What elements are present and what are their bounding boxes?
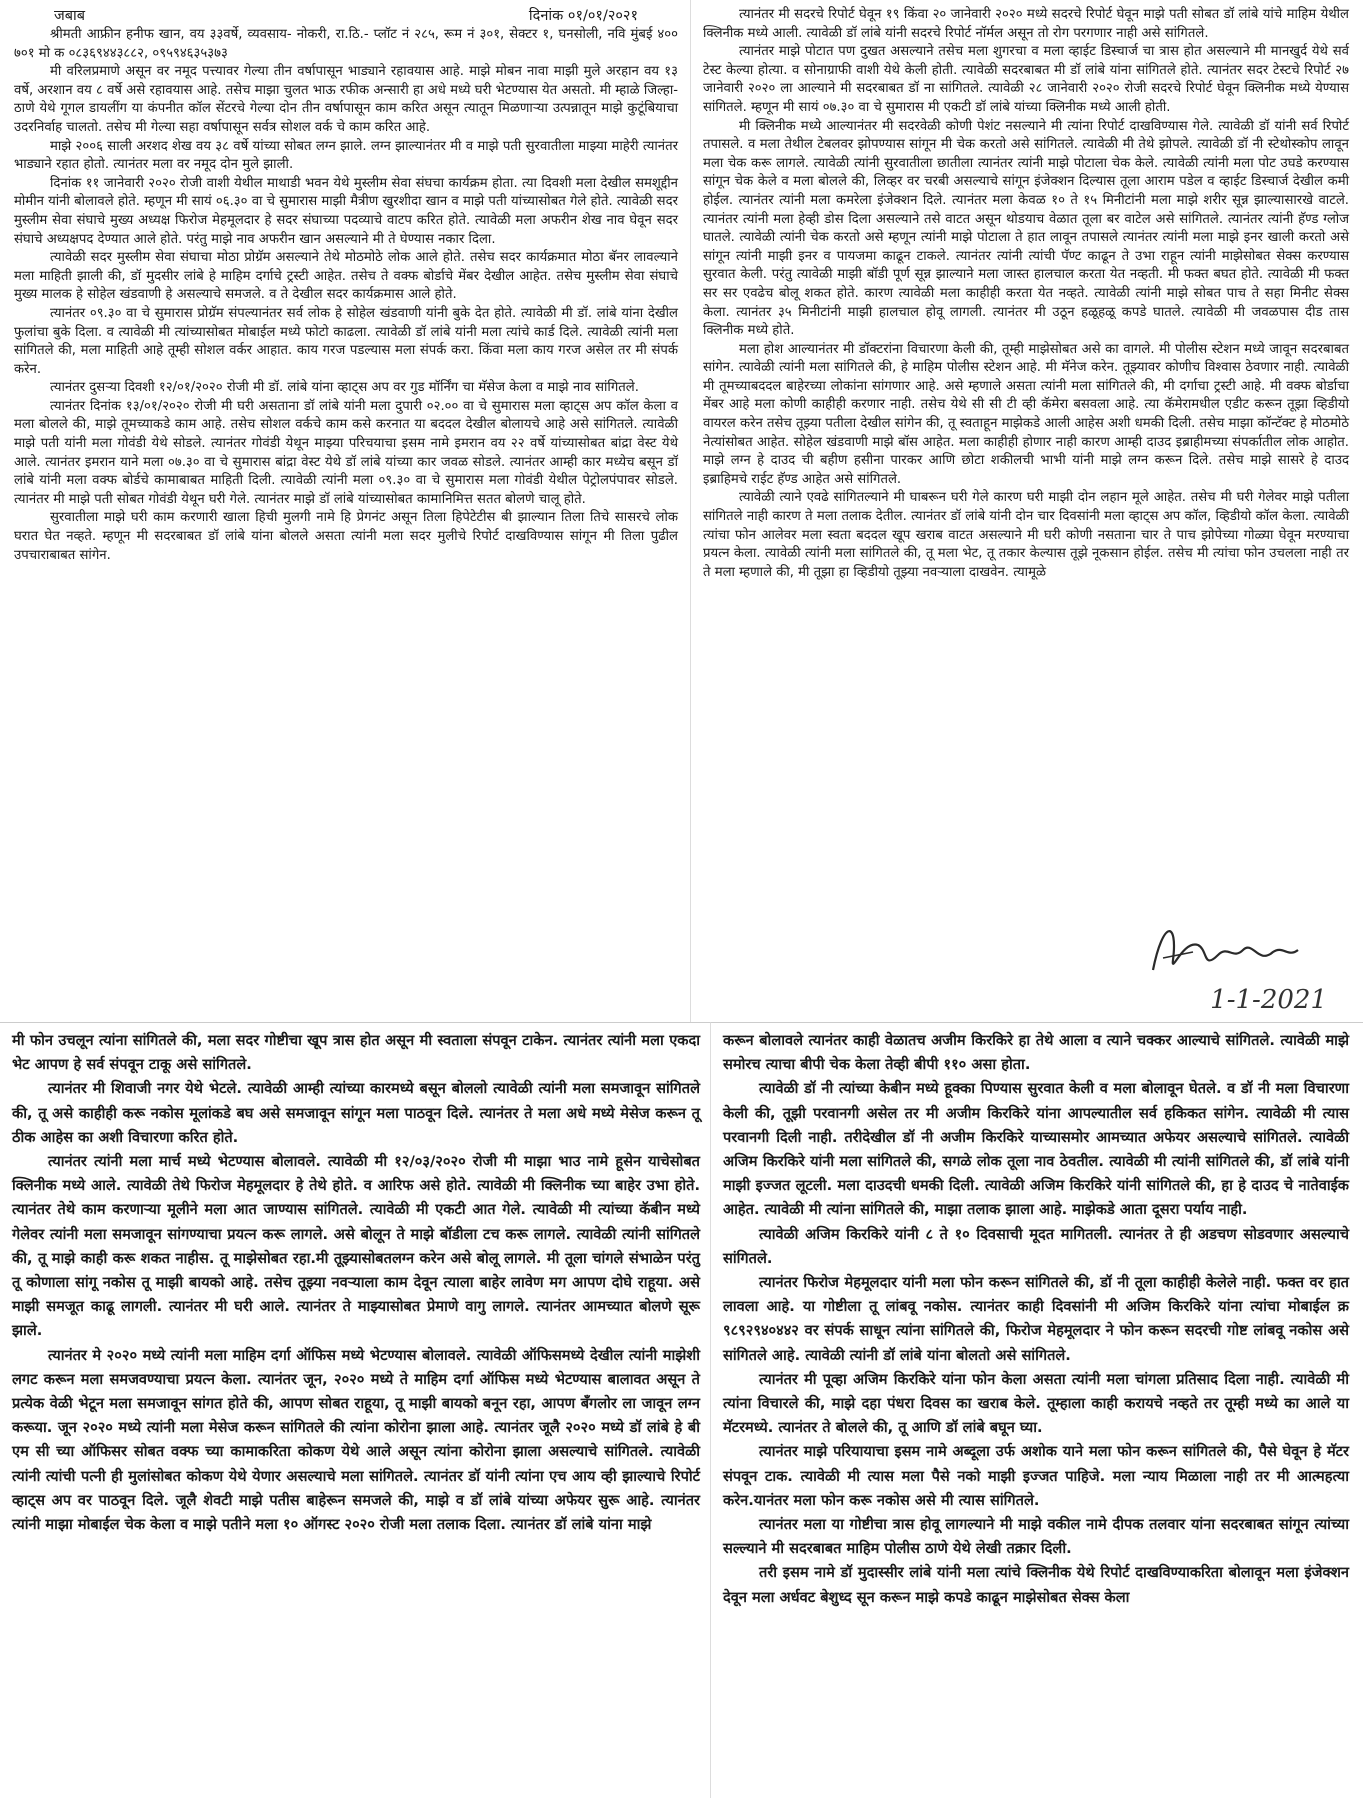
paragraph: श्रीमती आफ्रीन हनीफ खान, वय ३३वर्षे, व्यवसाय- नोकरी, रा.ठि.- प्लॉट नं २८५, रूम नं ३०१, सेक्टर १, घनसोली, नवि मुंबई ४०० ७०१ मो क ०८३६९४४३८८२, ०९५९४६३५३७३ xyxy=(14,27,678,61)
paragraph: त्यानंतर मी पूव्हा अजिम किरकिरे यांना फोन केला असता त्यांनी मला चांगला प्रतिसाद दिला नाही. त्यावेळी मी त्यांना विचारले की, माझे दहा पंधरा दिवस का खराब केले. तूम्हाला काही करायचे नव्हते तर तूम्ही मध्ये का आले या मॅटरमध्ये. त्यानंतर ते बोलले की, तू आणि डॉ लांबे बघून घ्या. xyxy=(723,1370,1349,1437)
statement-label: जबाब xyxy=(54,8,86,24)
paragraph: सुरवातीला माझे घरी काम करणारी खाला हिची मुलगी नामे हि प्रेगनंट असून तिला हिपेटेटीस बी झाल्यान तिला तिचे सासरचे लोक घरात घेत नव्हते. म्हणून मी सदरबाबत डॉ लांबे यांना बोलले असता त्यांनी मला सदर मुलीचे रिपोर्ट दाखविण्यास सांगून मी तिला पुढील उपचाराबाबत सांगेन. xyxy=(14,510,678,563)
paragraph: त्यावेळी डॉ नी त्यांच्या केबीन मध्ये हूक्का पिण्यास सुरवात केली व मला बोलावून घेतले. व डॉ नी मला विचारणा केली की, तूझी परवानगी असेल तर मी अजीम किरकिरे यांना आपल्यातील सर्व हकिकत सांगेन. त्यावेळी मी त्यास परवानगी दिली नाही. तरीदेखील डॉ नी अजीम किरकिरे याच्यासमोर आमच्यात अफेयर असल्याचे सांगितले. त्यावेळी अजिम किरकिरे यांनी मला सांगितले की, सगळे लोक तूला नाव ठेवतील. त्यावेळी मी त्यांनी सांगितले की, डॉ लांबे यांनी माझी इज्जत लूटली. मला दाउदची धमकी दिली. त्यावेळी अजिम किरकिरे यांनी सांगितले की, हा हे दाउद चे नातेवाईक आहेत. त्यावेळी मी त्यांना सांगितले की, माझा तलाक झाला आहे. माझेकडे आता दूसरा पर्याय नाही. xyxy=(723,1080,1349,1219)
paragraph: दिनांक ११ जानेवारी २०२० रोजी वाशी येथील माथाडी भवन येथे मुस्लीम सेवा संघचा कार्यक्रम होता. त्या दिवशी मला देखील समशूद्दीन मोमीन यांनी बोलावले होते. म्हणून मी सायं ०६.३० वा चे सुमारास माझी मैत्रीण खुरशीदा खान व माझे पती यांच्यासोबत गेले होते. त्यावेळी सदर मुस्लीम सेवा संघाचे मुख्य अध्यक्ष फिरोज मेहमूलदार हे सदर संघाच्या पदव्याचे वाटप करित होते. त्यावेळी मला अफरीन शेख नाव घेवून सदर संघाचे अध्यक्षपद देण्यात आले होते. परंतु माझे नाव अफरीन खान असल्याने मी ते घेण्यास नकार दिला. xyxy=(14,175,679,247)
paragraph: त्यानंतर माझे पोटात पण दुखत असल्याने तसेच मला शुगरचा व मला व्हाईट डिस्चार्ज चा त्रास होत असल्याने मी मानखुर्द येथे सर्व टेस्ट केल्या होत्या. व सोनाग्राफी वाशी येथे केली होती. त्यावेळी सदरबाबत मी डॉ लांबे यांना सांगितले होते. त्यानंतर सदर टेस्टचे रिपोर्ट २७ जानेवारी २०२० ला आल्याने मी सदरबाबत डॉ ना सांगितले. त्यावेळी २८ जानेवारी २०२० रोजी सदरचे रिपोर्ट घेवून क्लिनीक मध्ये येण्यास सांगितले. म्हणून मी सायं ०७.३० वा चे सुमारास मी एकटी डॉ लांबे यांच्या क्लिनीक मध्ये आली होती. xyxy=(703,44,1349,115)
statement-page-3 xyxy=(0,1022,710,1798)
paragraph: त्यानंतर मी सदरचे रिपोर्ट घेवून १९ किंवा २० जानेवारी २०२० मध्ये सदरचे रिपोर्ट घेवून माझे पती सोबत डॉ लांबे यांचे माहिम येथील क्लिनीक मध्ये आली. त्यावेळी डॉ लांबे यांनी सदरचे रिपोर्ट नॉर्मल असून तो रोग परगणार नाही असे सांगितले. xyxy=(703,7,1349,41)
statement-header xyxy=(14,6,678,26)
statement-page-2 xyxy=(690,0,1363,1022)
paragraph: त्यावेळी अजिम किरकिरे यांनी ८ ते १० दिवसाची मूदत मागितली. त्यानंतर ते ही अडचण सोडवणार असल्याचे सांगितले. xyxy=(723,1225,1349,1267)
statement-page-1 xyxy=(0,0,690,1022)
paragraph: त्यानंतर ०९.३० वा चे सुमारास प्रोग्रॅम संपल्यानंतर सर्व लोक हे सोहेल खंडवाणी यांनी बुके देत होते. त्यावेळी मी डॉ. लांबे यांना देखील फुलांचा बुके दिला. व त्यावेळी मी त्यांच्यासोबत मोबाईल मध्ये फोटो काढला. त्यावेळी डॉ लांबे यांनी मला त्यांचे कार्ड दिले. त्यावेळी त्यांनी मला सांगितले की, मला माहिती आहे तूम्ही सोशल वर्कर आहात. काय गरज पडल्यास मला संपर्क करा. किंवा मला काय गरज असेल तर मी संपर्क करेन. xyxy=(14,305,678,377)
paragraph: त्यानंतर मी शिवाजी नगर येथे भेटले. त्यावेळी आम्ही त्यांच्या कारमध्ये बसून बोललो त्यावेळी त्यांनी मला समजावून सांगितले की, तू असे काहीही करू नकोस मूलांकडे बघ असे समजावून सांगून मला पाठवून दिले. त्यानंतर ते मला अधे मध्ये मेसेज करून तू ठीक आहेस का अशी विचारणा करित होते. xyxy=(12,1080,700,1146)
paragraph: माझे २००६ साली अरशद शेख वय ३८ वर्षे यांच्या सोबत लग्न झाले. लग्न झाल्यानंतर मी व माझे पती सुरवातीला माझ्या माहेरी त्यानंतर भाड्याने रहात होतो. त्यानंतर मला वर नमूद दोन मुले झाली. xyxy=(14,138,678,173)
statement-page-4 xyxy=(710,1022,1363,1798)
signature-date: 1-1-2021 xyxy=(1210,985,1327,1015)
paragraph: त्यानंतर मला या गोष्टीचा त्रास होवू लागल्याने मी माझे वकील नामे दीपक तलवार यांना सदरबाबत सांगून त्यांच्या सल्ल्याने मी सदरबाबत माहिम पोलीस ठाणे येथे लेखी तक्रार दिली. xyxy=(723,1516,1349,1558)
paragraph: मला होश आल्यानंतर मी डॉक्टरांना विचारणा केली की, तूम्ही माझेसोबत असे का वागले. मी पोलीस स्टेशन मध्ये जावून सदरबाबत सांगेन. त्यावेळी त्यांनी मला सांगितले की, हे माहिम पोलीस स्टेशन आहे. मी मॅनेज करेन. तूझ्यावर कोणीच विश्वास ठेवणार नाही. त्यावेळी मी तूमच्याबददल बाहेरच्या लोकांना सांगणार आहे. असे म्हणाले असता त्यांनी मला सांगितले की, मी दर्गाचा ट्रस्टी आहे. मी वक्फ बोर्डाचा मेंबर आहे मला कोणी काहीही करणार नाही. तसेच येथे सी सी टी व्ही कॅमेरा बसवला आहे. त्या कॅमेरामधील एडीट करून तूझा व्हिडीयो वायरल करेन तसेच तूझ्या पतीला देखील सांगेन की, तू स्वताहून माझेकडे आली आहेस अशी धमकी दिली. तसेच माझा कॉन्टॅक्ट हे मोठमोठे नेत्यांसोबत आहेत. सोहेल खंडवाणी माझे बॉस आहेत. मला काहीही होणार नाही कारण आम्ही दाउद इब्राहीमच्या संपर्कातील लोक आहोत. माझे लग्न हे दाउद ची बहीण हसीना पारकर आणि छोटा शकीलची भाभी यांनी माझे लग्न करून दिले. तसेच माझे सासरे हे दाउद इब्राहिमचे राईट हॅण्ड आहेत असे सांगितले. xyxy=(703,341,1349,487)
paragraph: त्यानंतर त्यांनी मला मार्च मध्ये भेटण्यास बोलावले. त्यावेळी मी १२/०३/२०२० रोजी मी माझा भाउ नामे हूसेन याचेसोबत क्लिनीक मध्ये आले. त्यावेळी तेथे फिरोज मेहमूलदार हे तेथे होते. व आरिफ असे होते. त्यावेळी मी क्लिनीक च्या बाहेर उभा होते. त्यानंतर तेथे काम करणाऱ्या मूलीने मला आत जाण्यास सांगितले. त्यावेळी मी एकटी आत गेले. त्यावेळी मी त्यांच्या कॅबीन मध्ये गेलेवर त्यांनी मला समजावून सांगण्याचा प्रयत्न करू लागले. असे बोलून ते माझे बॉडीला टच करू लागले. त्यावेळी त्यांनी सांगितले की, तू माझे काही करू शकत नाहीस. तू माझेसोबत रहा.मी तूझ्यासोबतलग्न करेन असे बोलू लागले. मी तूला चांगले संभाळेन परंतु तू कोणाला सांगू नकोस तू माझी बायको आहे. तसेच तूझ्या नवऱ्याला काम देवून त्याला बाहेर लावेण मग आपण दोघे राहूया. असे माझी समजूत काढू लागली. त्यानंतर मी घरी आले. त्यानंतर ते माझ्यासोबत प्रेमाणे वागु लागले. त्यानंतर आमच्यात बोलणे सूरू झाले. xyxy=(12,1153,700,1340)
paragraph: त्यानंतर दिनांक १३/०१/२०२० रोजी मी घरी असताना डॉ लांबे यांनी मला दुपारी ०२.०० वा चे सुमारास मला व्हाट्स अप कॉल केला व मला बोलले की, माझे तूमच्याकडे काम आहे. तसेच सोशल वर्कचे काम कसे करनात या बददल देखील बोलायचे आहे असे सांगितले. त्यावेळी माझे पती यांनी मला गोवंडी येथे सोडले. त्यानंतर गोवंडी येथून माझ्या परिचयाचा इसम नामे इमरान वय २२ वर्षे यांच्यासोबत बांद्रा वेस्ट येथे आले. त्यानंतर इमरान याने मला ०७.३० वा चे सुमारास बांद्रा वेस्ट येथे डॉ लांबे यांच्या कार जवळ सोडले. त्यानंतर आम्ही कार मध्येच बसून डॉ लांबे यांनी मला वक्फ बोर्डचे कामाबाबत माहिती दिली. त्यावेळी त्यांनी मला ०९.३० वा चे सुमारास मला गोवंडी येथील पेट्रोलपंपावर सोडले. त्यानंतर मी माझे पती सोबत गोवंडी येथून घरी गेले. त्यानंतर माझे डॉ लांबे यांच्यासोबत कामानिमित्त सतत बोलणे चालू होते. xyxy=(14,398,678,507)
paragraph: मी फोन उचलून त्यांना सांगितले की, मला सदर गोष्टीचा खूप त्रास होत असून मी स्वताला संपवून टाकेन. त्यानंतर त्यांनी मला एकदा भेट आपण हे सर्व संपवून टाकू असे सांगितले. xyxy=(12,1032,700,1074)
paragraph: मी वरिलप्रमाणे असून वर नमूद पत्त्यावर गेल्या तीन वर्षापासून भाड्याने रहावयास आहे. माझे मोबन नावा माझी मुले अरहान वय १३ वर्षे, अरशान वय ८ वर्षे असे रहावयास आहे. तसेच माझा चुलत भाऊ रफीक अन्सारी हा अधे मध्ये घरी भेटण्यास येत असतो. मी म्हाळे जिल्हा- ठाणे येथे गूगल डायलींग या कंपनीत कॉल सेंटरचे गेल्या दोन तीन वर्षापासून काम करित असून त्यातून मिळणाऱ्या उत्पन्नातून माझे कुटूंबियाचा उदरनिर्वाह चालतो. तसेच मी गेल्या सहा वर्षापासून सर्वत्र सोशल वर्क चे काम करित आहे. xyxy=(14,64,678,135)
paragraph: करून बोलावले त्यानंतर काही वेळातच अजीम किरकिरे हा तेथे आला व त्याने चक्कर आल्याचे सांगितले. त्यावेळी माझे समोरच त्याचा बीपी चेक केला तेव्ही बीपी ११० असा होता. xyxy=(723,1032,1349,1074)
paragraph: त्यावेळी त्याने एवढे सांगितल्याने मी घाबरून घरी गेले कारण घरी माझी दोन लहान मूले आहेत. तसेच मी घरी गेलेवर माझे पतीला सांगितले नाही कारण ते मला तलाक देतील. त्यानंतर डॉ लांबे यांनी दोन चार दिवसांनी मला व्हाट्स अप कॉल, व्हिडीयो कॉल केला. त्यावेळी त्यांचा फोन आलेवर मला स्वता बददल खूप खराब वाटत असल्याने मी घरी कोणी नसताना चार ते पाच झोपेच्या गोळ्या घेवून मरण्याचा प्रयत्न केला. त्यावेळी त्यांनी मला सांगितले की, तू मला भेट, तू तकार केल्यास तूझे नूकसान होईल. तसेच मी त्यांचा फोन उचलला नाही तर ते मला म्हणाले की, मी तूझा हा व्हिडीयो तूझ्या नवऱ्याला दाखवेन. त्यामूळे xyxy=(703,490,1349,580)
paragraph: त्यावेळी सदर मुस्लीम सेवा संघाचा मोठा प्रोग्रॅम असल्याने तेथे मोठमोठे लोक आले होते. तसेच सदर कार्यक्रमात मोठा बॅनर लावल्याने मला माहिती झाली की, डॉ मुदसीर लांबे हे माहिम दर्गाचे ट्रस्टी आहेत. तसेच ते वक्फ बोर्डाचे मेंबर देखील आहेत. तसेच मुस्लीम सेवा संघाचे मुख्य मालक हे सोहेल खंडवाणी हे असल्याचे समजले. व ते देखील सदर कार्यक्रमास आले होते. xyxy=(14,250,678,303)
paragraph: त्यानंतर माझे परियायाचा इसम नामे अब्दूला उर्फ अशोक याने मला फोन करून सांगितले की, पैसे घेवून हे मॅटर संपवून टाक. त्यावेळी मी त्यास मला पैसे नको माझी इज्जत पाहिजे. मला न्याय मिळाला नाही तर मी आत्महत्या करेन.यानंतर मला फोन करू नकोस असे मी त्यास सांगितले. xyxy=(723,1443,1349,1509)
paragraph: मी क्लिनीक मध्ये आल्यानंतर मी सदरवेळी कोणी पेशंट नसल्याने मी त्यांना रिपोर्ट दाखविण्यास गेले. त्यावेळी डॉ यांनी सर्व रिपोर्ट तपासले. व मला तेथील टेबलवर झोपण्यास सांगून मी चेक करतो असे सांगितले. त्यावेळी मी तेथे झोपले. त्यावेळी डॉ नी स्टेथोस्कोप लावून मला चेक करू लागले. त्यावेळी त्यांनी सुरवातीला छातीला त्यानंतर त्यांनी माझे पोटाला चेक केले. त्यावेळी त्यांनी मला पोट उघडे करण्यास सांगून चेक केले व मला बोलले की, लिव्हर वर चरबी असल्याचे सांगून इंजेक्शन दिल्यास तूला आराम पडेल व व्हाईट डिस्चार्ज देखील कमी होईल. त्यानंतर त्यांनी मला कमरेला इंजेक्शन दिले. त्यानंतर मला केवळ १० ते १५ मिनीटांनी मला माझे शरीर सून्न झाल्यासारखे वाटले. त्यानंतर त्यांनी मला हेव्ही डोस दिला असल्याने तसे वाटत असून थोडयाच वेळात तूला बर वाटेल असे सांगितले. त्यानंतर त्यांनी हॅण्ड ग्लोज घातले. त्यावेळी त्यांनी चेक करतो असे म्हणून त्यांनी माझे पोटाला ते हात लावून तपासले त्यानंतर त्यांनी मला माझे इनर खाली करतो असे सांगून त्यांनी माझी इनर व पायजमा काढून टाकले. त्यानंतर त्यांनी त्यांची पॅण्ट काढून ते उभा राहून त्यांनी माझेसोबत सेक्स करण्यास सुरवात केली. परंतु त्यावेळी माझी बॉडी पूर्ण सून्न झाल्याने मला जास्त हालचाल करता येत नव्हती. मी फक्त बघत होते. त्यावेळी मी फक्त सर सर एवढेच बोलू शकत होते. कारण त्यावेळी मला काहीही करता येत नव्हते. त्यावेळी त्यांनी माझे सोबत पाच ते सहा मिनीट सेक्स केला. त्यानंतर ३५ मिनीटांनी माझी हालचाल होवू लागली. त्यानंतर मी उठून हळूहळू कपडे घातले. त्यावेळी मी जवळपास दीड तास क्लिनीक मध्ये होते. xyxy=(703,118,1349,339)
statement-date: दिनांक ०१/०१/२०२१ xyxy=(528,8,638,24)
paragraph: त्यानंतर फिरोज मेहमूलदार यांनी मला फोन करून सांगितले की, डॉ नी तूला काहीही केलेले नाही. फक्त वर हात लावला आहे. या गोष्टीला तू लांबवू नकोस. त्यानंतर काही दिवसांनी मी अजिम किरकिरे यांना त्यांचा मोबाईल क्र ९८९२९४०४४२ वर संपर्क साधून त्यांना सांगितले की, फिरोज मेहमूलदार ने फोन करून सदरची गोष्ट लांबवू नकोस असे सांगितले आहे. त्यावेळी त्यांनी डॉ लांबे यांना बोलतो असे सांगितले. xyxy=(723,1274,1349,1364)
paragraph: त्यानंतर दुसऱ्या दिवशी १२/०१/२०२० रोजी मी डॉ. लांबे यांना व्हाट्स अप वर गुड मॉर्निंग चा मॅसेज केला व माझे नाव सांगितले. xyxy=(50,380,639,396)
paragraph: तरी इसम नामे डॉ मुदास्सीर लांबे यांनी मला त्यांचे क्लिनीक येथे रिपोर्ट दाखविण्याकरिता बोलावून मला इंजेक्शन देवून मला अर्धवट बेशुध्द सून करून माझे कपडे काढून माझेसोबत सेक्स केला xyxy=(723,1564,1349,1606)
paragraph: त्यानंतर मे २०२० मध्ये त्यांनी मला माहिम दर्गा ऑफिस मध्ये भेटण्यास बोलावले. त्यावेळी ऑफिसमध्ये देखील त्यांनी माझेशी लगट करून मला समजवण्याचा प्रयत्न केला. त्यानंतर जून, २०२० मध्ये ते माहिम दर्गा ऑफिस मध्ये भेटण्यास बालावत असून ते प्रत्येक वेळी भेटून मला समजावून सांगत होते की, आपण सोबत राहूया, तू माझी बायको बनून रहा, आपण बँगलोर ला जावून लग्न करूया. जून २०२० मध्ये त्यांनी मला मेसेज करून सांगितले की त्यांना कोरोना झाला आहे. त्यानंतर जूलै २०२० मध्ये डॉ लांबे हे बी एम सी च्या ऑफिसर सोबत वक्फ च्या कामाकरिता कोकण येथे आले असून त्यांना कोरोना झाला असल्याचे सांगितले. त्यावेळी त्यांनी त्यांची पत्नी ही मुलांसोबत कोकण येथे येणार असल्याचे मला सांगितले. त्यानंतर डॉ यांनी त्यांना एच आय व्ही झाल्याचे रिपोर्ट व्हाट्स अप वर पाठवून दिले. जूलै शेवटी माझे पतीस बाहेरून समजले की, माझे व डॉ लांबे यांच्या अफेयर सुरू आहे. त्यानंतर त्यांनी माझा मोबाईल चेक केला व माझे पतीने मला १० ऑगस्ट २०२० रोजी मला तलाक दिला. त्यानंतर डॉ लांबे यांना माझे xyxy=(12,1346,700,1534)
